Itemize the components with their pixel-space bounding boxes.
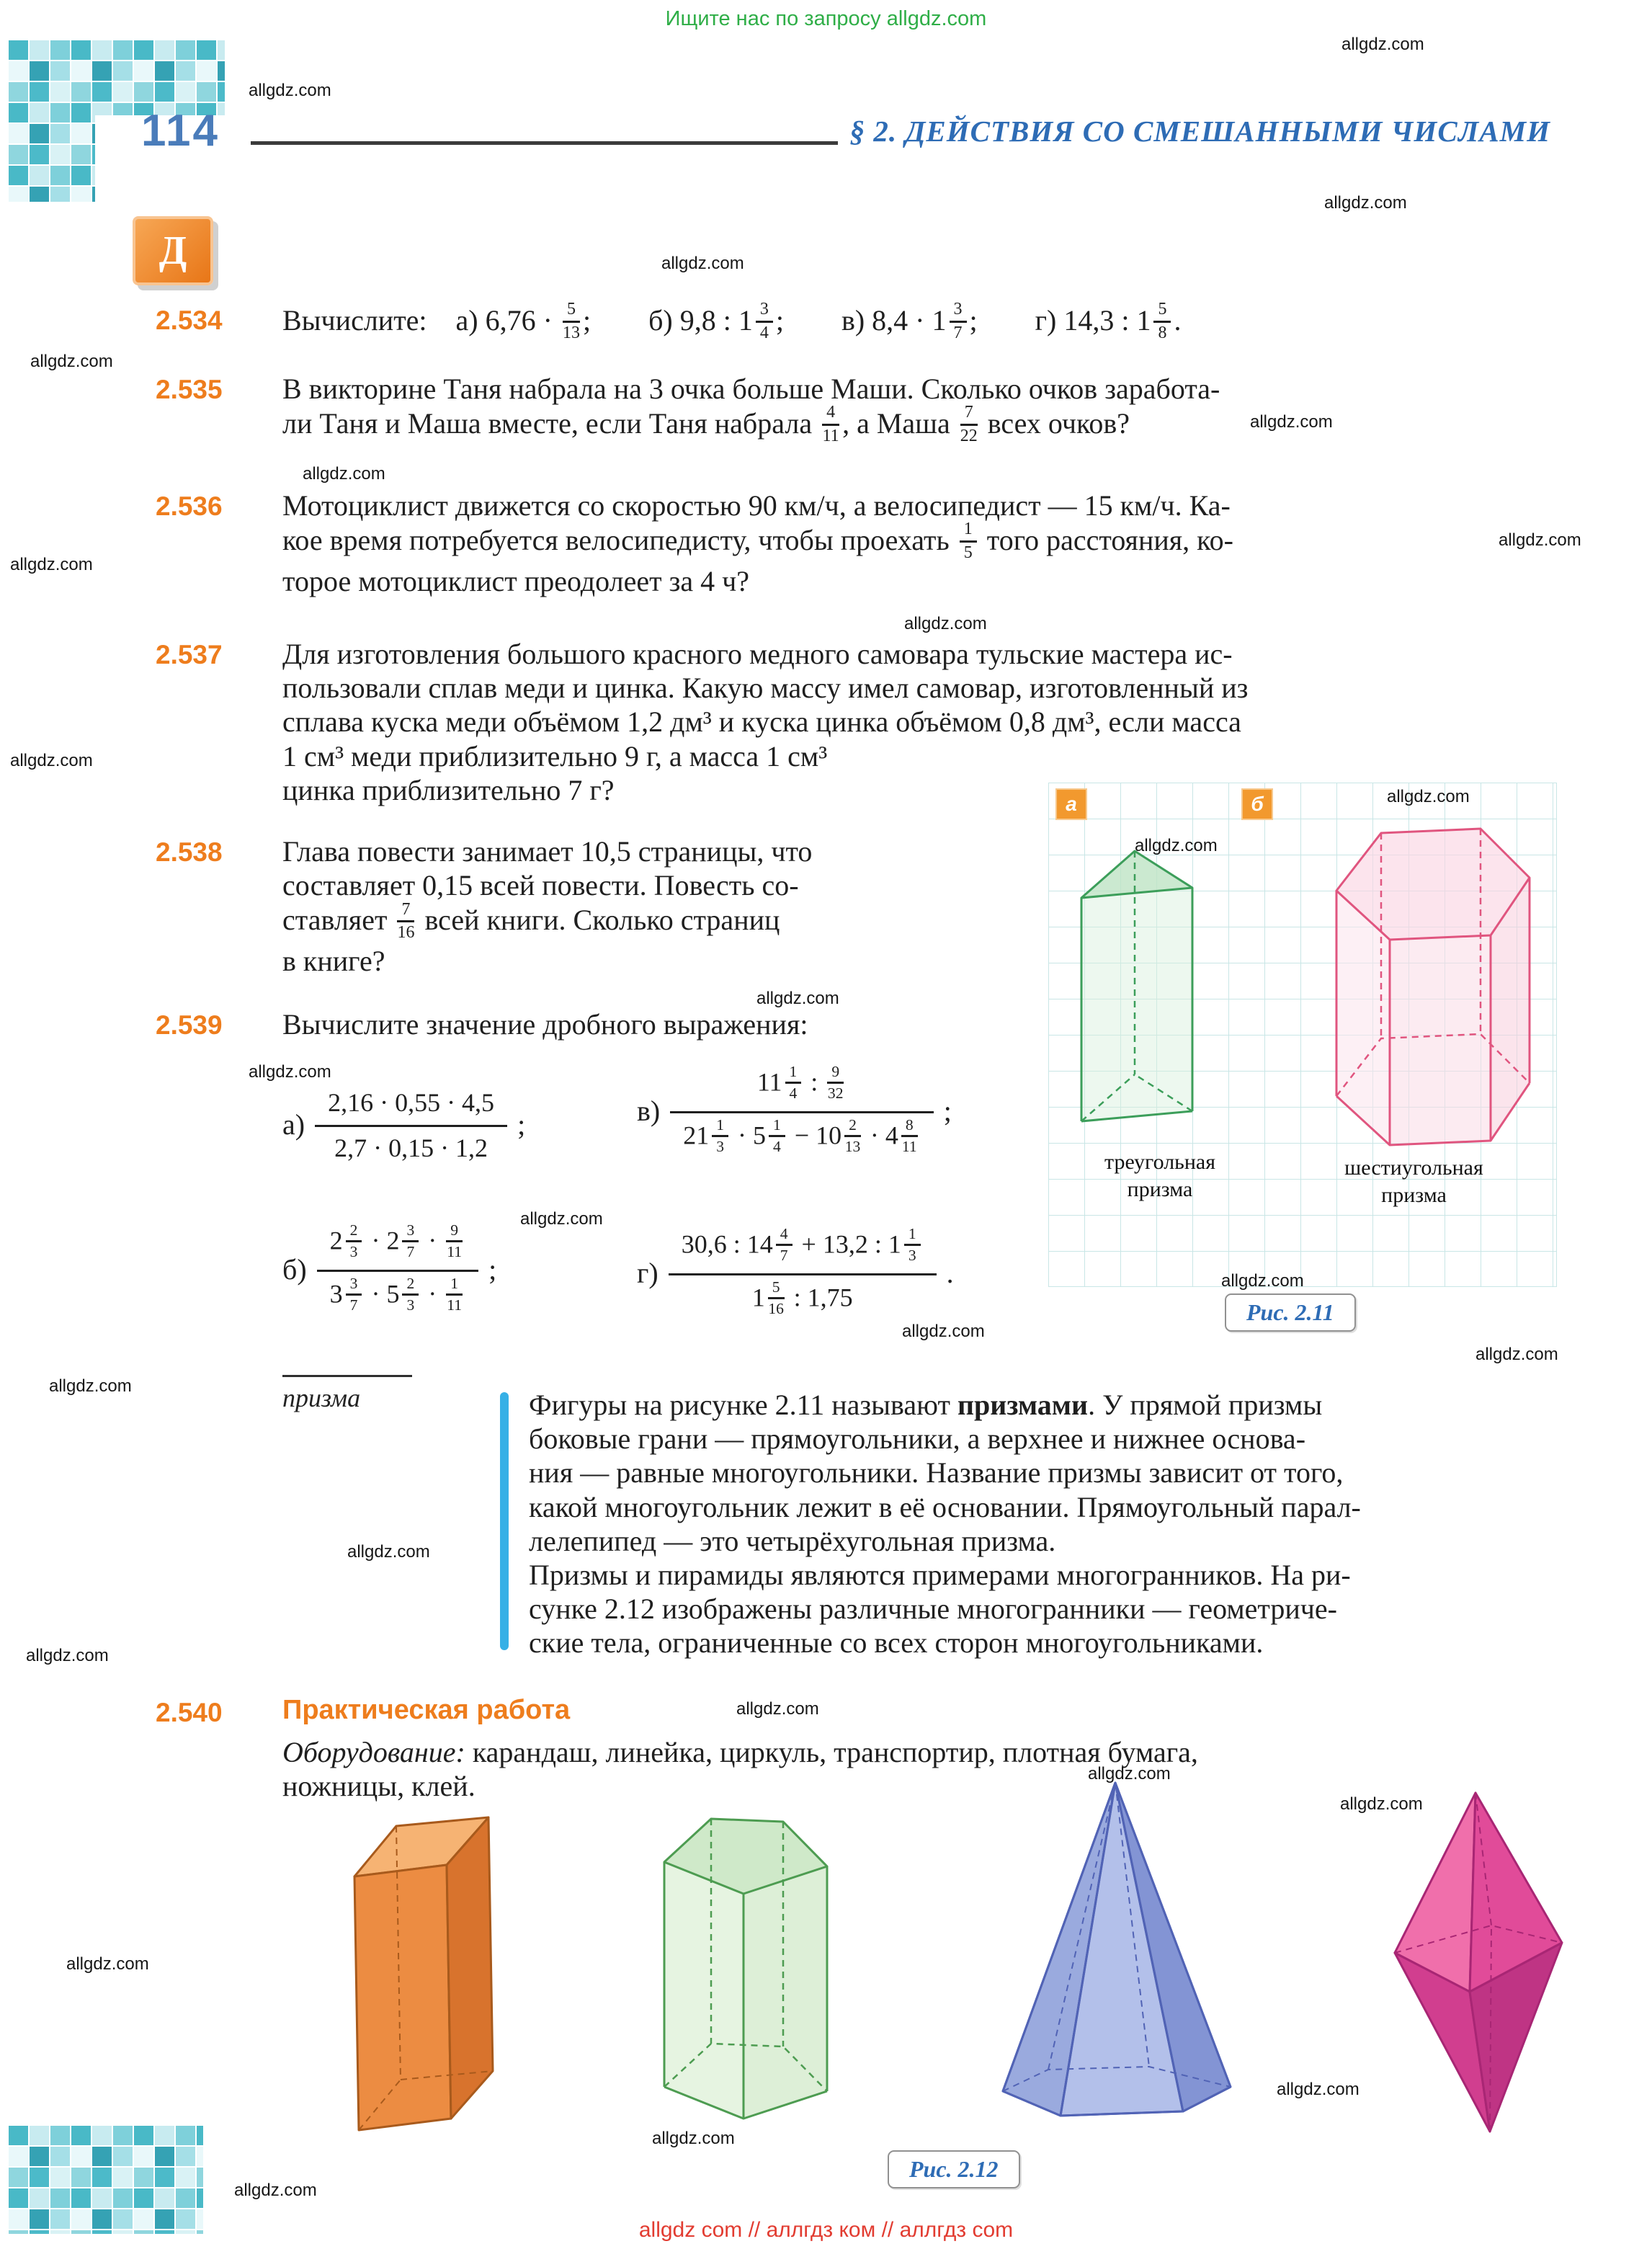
expression-tail: ; bbox=[517, 1108, 526, 1141]
watermark: allgdz.com bbox=[30, 352, 113, 371]
watermark: allgdz.com bbox=[756, 989, 839, 1008]
practical-work-title: Практическая работа bbox=[282, 1695, 571, 1725]
equipment-line bbox=[282, 1735, 1565, 1803]
d-badge bbox=[133, 216, 213, 285]
watermark: allgdz.com bbox=[904, 614, 987, 633]
expression-label: б) bbox=[282, 1252, 307, 1286]
big-fraction bbox=[669, 1225, 937, 1321]
watermark: allgdz.com bbox=[1341, 35, 1424, 54]
watermark: allgdz.com bbox=[661, 254, 744, 273]
panel-letter: а bbox=[1066, 793, 1077, 815]
expression-label: а) bbox=[282, 1108, 305, 1141]
watermark: allgdz.com bbox=[1324, 193, 1407, 213]
watermark: allgdz.com bbox=[902, 1322, 985, 1341]
header-rule bbox=[251, 141, 838, 145]
rectangular-parallelepiped-drawing bbox=[354, 1817, 493, 2130]
expression-2.539g bbox=[637, 1225, 954, 1321]
watermark: allgdz.com bbox=[249, 1062, 331, 1082]
watermark: allgdz.com bbox=[303, 464, 385, 484]
problem-2.535 bbox=[156, 372, 1565, 447]
problem-number: 2.540 bbox=[156, 1698, 223, 1727]
pentagonal-prism-drawing bbox=[664, 1819, 827, 2119]
figure-2.12 bbox=[274, 1781, 1571, 2150]
expression-tail: . bbox=[946, 1256, 954, 1289]
fraction-denominator: 2,7 · 0,15 · 1,2 bbox=[334, 1134, 488, 1162]
equipment-text: Оборудование: карандаш, линейка, циркуль, транспортир, плотная бумага, ножницы, клей. bbox=[282, 1736, 1198, 1803]
big-fraction bbox=[315, 1085, 507, 1164]
fraction-numerator: 2 $\frac{2}{3}$ · 2 $\frac{3}{7}$ · $\frac{9}{11}$ bbox=[317, 1221, 478, 1272]
bipyramid-drawing bbox=[1395, 1793, 1562, 2132]
note-accent-bar bbox=[500, 1392, 509, 1650]
panel-letter: б bbox=[1251, 793, 1264, 815]
watermark: allgdz.com bbox=[234, 2181, 317, 2200]
problem-text: Для изготовления большого красного медного самовара тульские мастера ис- пользовали сплав меди и цинка. Какую массу имел самовар, изготовленный из сплава куска меди объёмом 1,2 дм³ и куска цинка объёмом 0,8 дм³, если масса 1 см³ меди приблизительно 9 г, а масса 1 см³ цинка приблизительно 7 г? bbox=[282, 638, 1249, 806]
problem-number: 2.537 bbox=[156, 640, 223, 669]
footer-line: allgdz com // аллгдз ком // аллгдз com bbox=[638, 2218, 1014, 2242]
watermark: allgdz.com bbox=[1221, 1271, 1304, 1291]
expression-label: г) bbox=[637, 1256, 658, 1289]
watermark: allgdz.com bbox=[652, 2129, 735, 2148]
watermark: allgdz.com bbox=[49, 1376, 132, 1396]
margin-note-word: призма bbox=[282, 1384, 361, 1412]
fraction-denominator: 1 $\frac{5}{16}$ : 1,75 bbox=[751, 1278, 853, 1318]
watermark: allgdz.com bbox=[10, 751, 93, 770]
big-fraction bbox=[670, 1063, 934, 1159]
fraction-denominator: 3 $\frac{3}{7}$ · 5 $\frac{2}{3}$ · $\frac{1}{11}$ bbox=[329, 1275, 463, 1314]
watermark: allgdz.com bbox=[1088, 1764, 1171, 1783]
label-triangular-prism: треугольная призма bbox=[1104, 1150, 1216, 1201]
watermark: allgdz.com bbox=[1499, 530, 1581, 550]
fraction-numerator: 30,6 : 14 $\frac{4}{7}$ + 13,2 : 1 $\frac{1}{3}$ bbox=[669, 1225, 937, 1275]
section-title: § 2. ДЕЙСТВИЯ СО СМЕШАННЫМИ ЧИСЛАМИ bbox=[849, 115, 1550, 148]
watermark: allgdz.com bbox=[1340, 1794, 1423, 1814]
note-paragraph: Фигуры на рисунке 2.11 называют призмами. У прямой призмы боковые грани — прямоугольники, а верхнее и нижнее основа- ния — равные многоугольники. Название призмы зависит от того, какой многоугольник лежит в её основании. Прямоугольный парал- лелепипед — это четырёхугольная призма. Призмы и пирамиды являются примерами многогранников. На ри- сунке 2.12 изображены различные многогранники — геометриче- ские тела, ограниченные со всех сторон многоугольниками. bbox=[529, 1389, 1361, 1660]
watermark: allgdz.com bbox=[249, 81, 331, 100]
expression-2.539v bbox=[637, 1063, 952, 1159]
d-badge-letter: Д bbox=[158, 228, 187, 273]
watermark: allgdz.com bbox=[1135, 836, 1218, 855]
pyramid-drawing bbox=[1003, 1783, 1231, 2116]
problem-text: Мотоциклист движется со скоростью 90 км/ч, а велосипедист — 15 км/ч. Ка- кое время потребуется велосипедисту, чтобы проехать $\frac{1}{5}$ того расстояния, ко- торое мотоциклист преодолеет за 4 ч? bbox=[282, 489, 1233, 598]
problem-text: Глава повести занимает 10,5 страницы, что составляет 0,15 всей повести. Повесть со- ставляет $\frac{7}{16}$ всей книги. Сколько страниц в книге? bbox=[282, 835, 813, 978]
problem-number: 2.535 bbox=[156, 375, 223, 404]
watermark: allgdz.com bbox=[1277, 2080, 1359, 2099]
watermark: allgdz.com bbox=[66, 1954, 149, 1974]
problem-text: Вычислите: а) 6,76 · $\frac{5}{13}$ ; б) 9,8 : 1 $\frac{3}{4}$ ; в) 8,4 · 1 $\frac{3}{7}$ ; г) 14,3 : 1 $\frac{5}{8}$ . bbox=[282, 300, 1182, 342]
expression-2.539a bbox=[282, 1085, 525, 1164]
problem-2.538 bbox=[156, 834, 1565, 978]
margin-note-rule bbox=[282, 1375, 412, 1377]
fraction-denominator: 21 $\frac{1}{3}$ · 5 $\frac{1}{4}$ − 10 $\frac{2}{13}$ · 4 $\frac{8}{11}$ bbox=[683, 1116, 917, 1156]
fraction-numerator: 2,16 · 0,55 · 4,5 bbox=[315, 1085, 507, 1127]
problem-number: 2.538 bbox=[156, 837, 223, 867]
fraction-numerator: 11 $\frac{1}{4}$ : $\frac{9}{32}$ bbox=[670, 1063, 934, 1113]
expression-tail: ; bbox=[488, 1252, 497, 1286]
figure-2.11-caption: Рис. 2.11 bbox=[1225, 1293, 1356, 1332]
figure-2.12-drawing bbox=[274, 1781, 1571, 2150]
problem-2.539 bbox=[156, 1007, 1565, 1041]
problem-text: Вычислите значение дробного выражения: bbox=[282, 1008, 808, 1041]
problem-2.534 bbox=[156, 300, 1565, 344]
problem-number: 2.536 bbox=[156, 491, 223, 521]
problem-2.537 bbox=[156, 637, 1565, 807]
watermark: allgdz.com bbox=[1250, 412, 1333, 432]
watermark: allgdz.com bbox=[736, 1699, 819, 1719]
margin-note bbox=[282, 1375, 412, 1413]
watermark: allgdz.com bbox=[1387, 787, 1470, 806]
problem-2.536 bbox=[156, 489, 1565, 598]
label-hexagonal-prism: шестиугольная призма bbox=[1344, 1156, 1483, 1207]
watermark: allgdz.com bbox=[1475, 1345, 1558, 1364]
expression-label: в) bbox=[637, 1094, 661, 1127]
figure-2.12-caption: Рис. 2.12 bbox=[888, 2150, 1020, 2188]
watermark: allgdz.com bbox=[347, 1542, 430, 1562]
problem-number: 2.539 bbox=[156, 1010, 223, 1040]
watermark: allgdz.com bbox=[26, 1646, 109, 1665]
watermark: allgdz.com bbox=[520, 1209, 603, 1229]
expression-2.539b bbox=[282, 1221, 496, 1317]
big-fraction bbox=[317, 1221, 478, 1317]
expression-tail: ; bbox=[943, 1094, 952, 1127]
top-banner: Ищите нас по запросу allgdz.com bbox=[665, 7, 987, 30]
problem-text: В викторине Таня набрала на 3 очка больше Маши. Сколько очков заработа- ли Таня и Маша вместе, если Таня набрала $\frac{4}{11}$ , а Маша $\frac{7}{22}$ всех очков? bbox=[282, 373, 1220, 445]
problem-2.540 bbox=[156, 1695, 1565, 1727]
problem-number: 2.534 bbox=[156, 306, 223, 335]
watermark: allgdz.com bbox=[10, 555, 93, 574]
page-number: 114 bbox=[141, 106, 220, 156]
